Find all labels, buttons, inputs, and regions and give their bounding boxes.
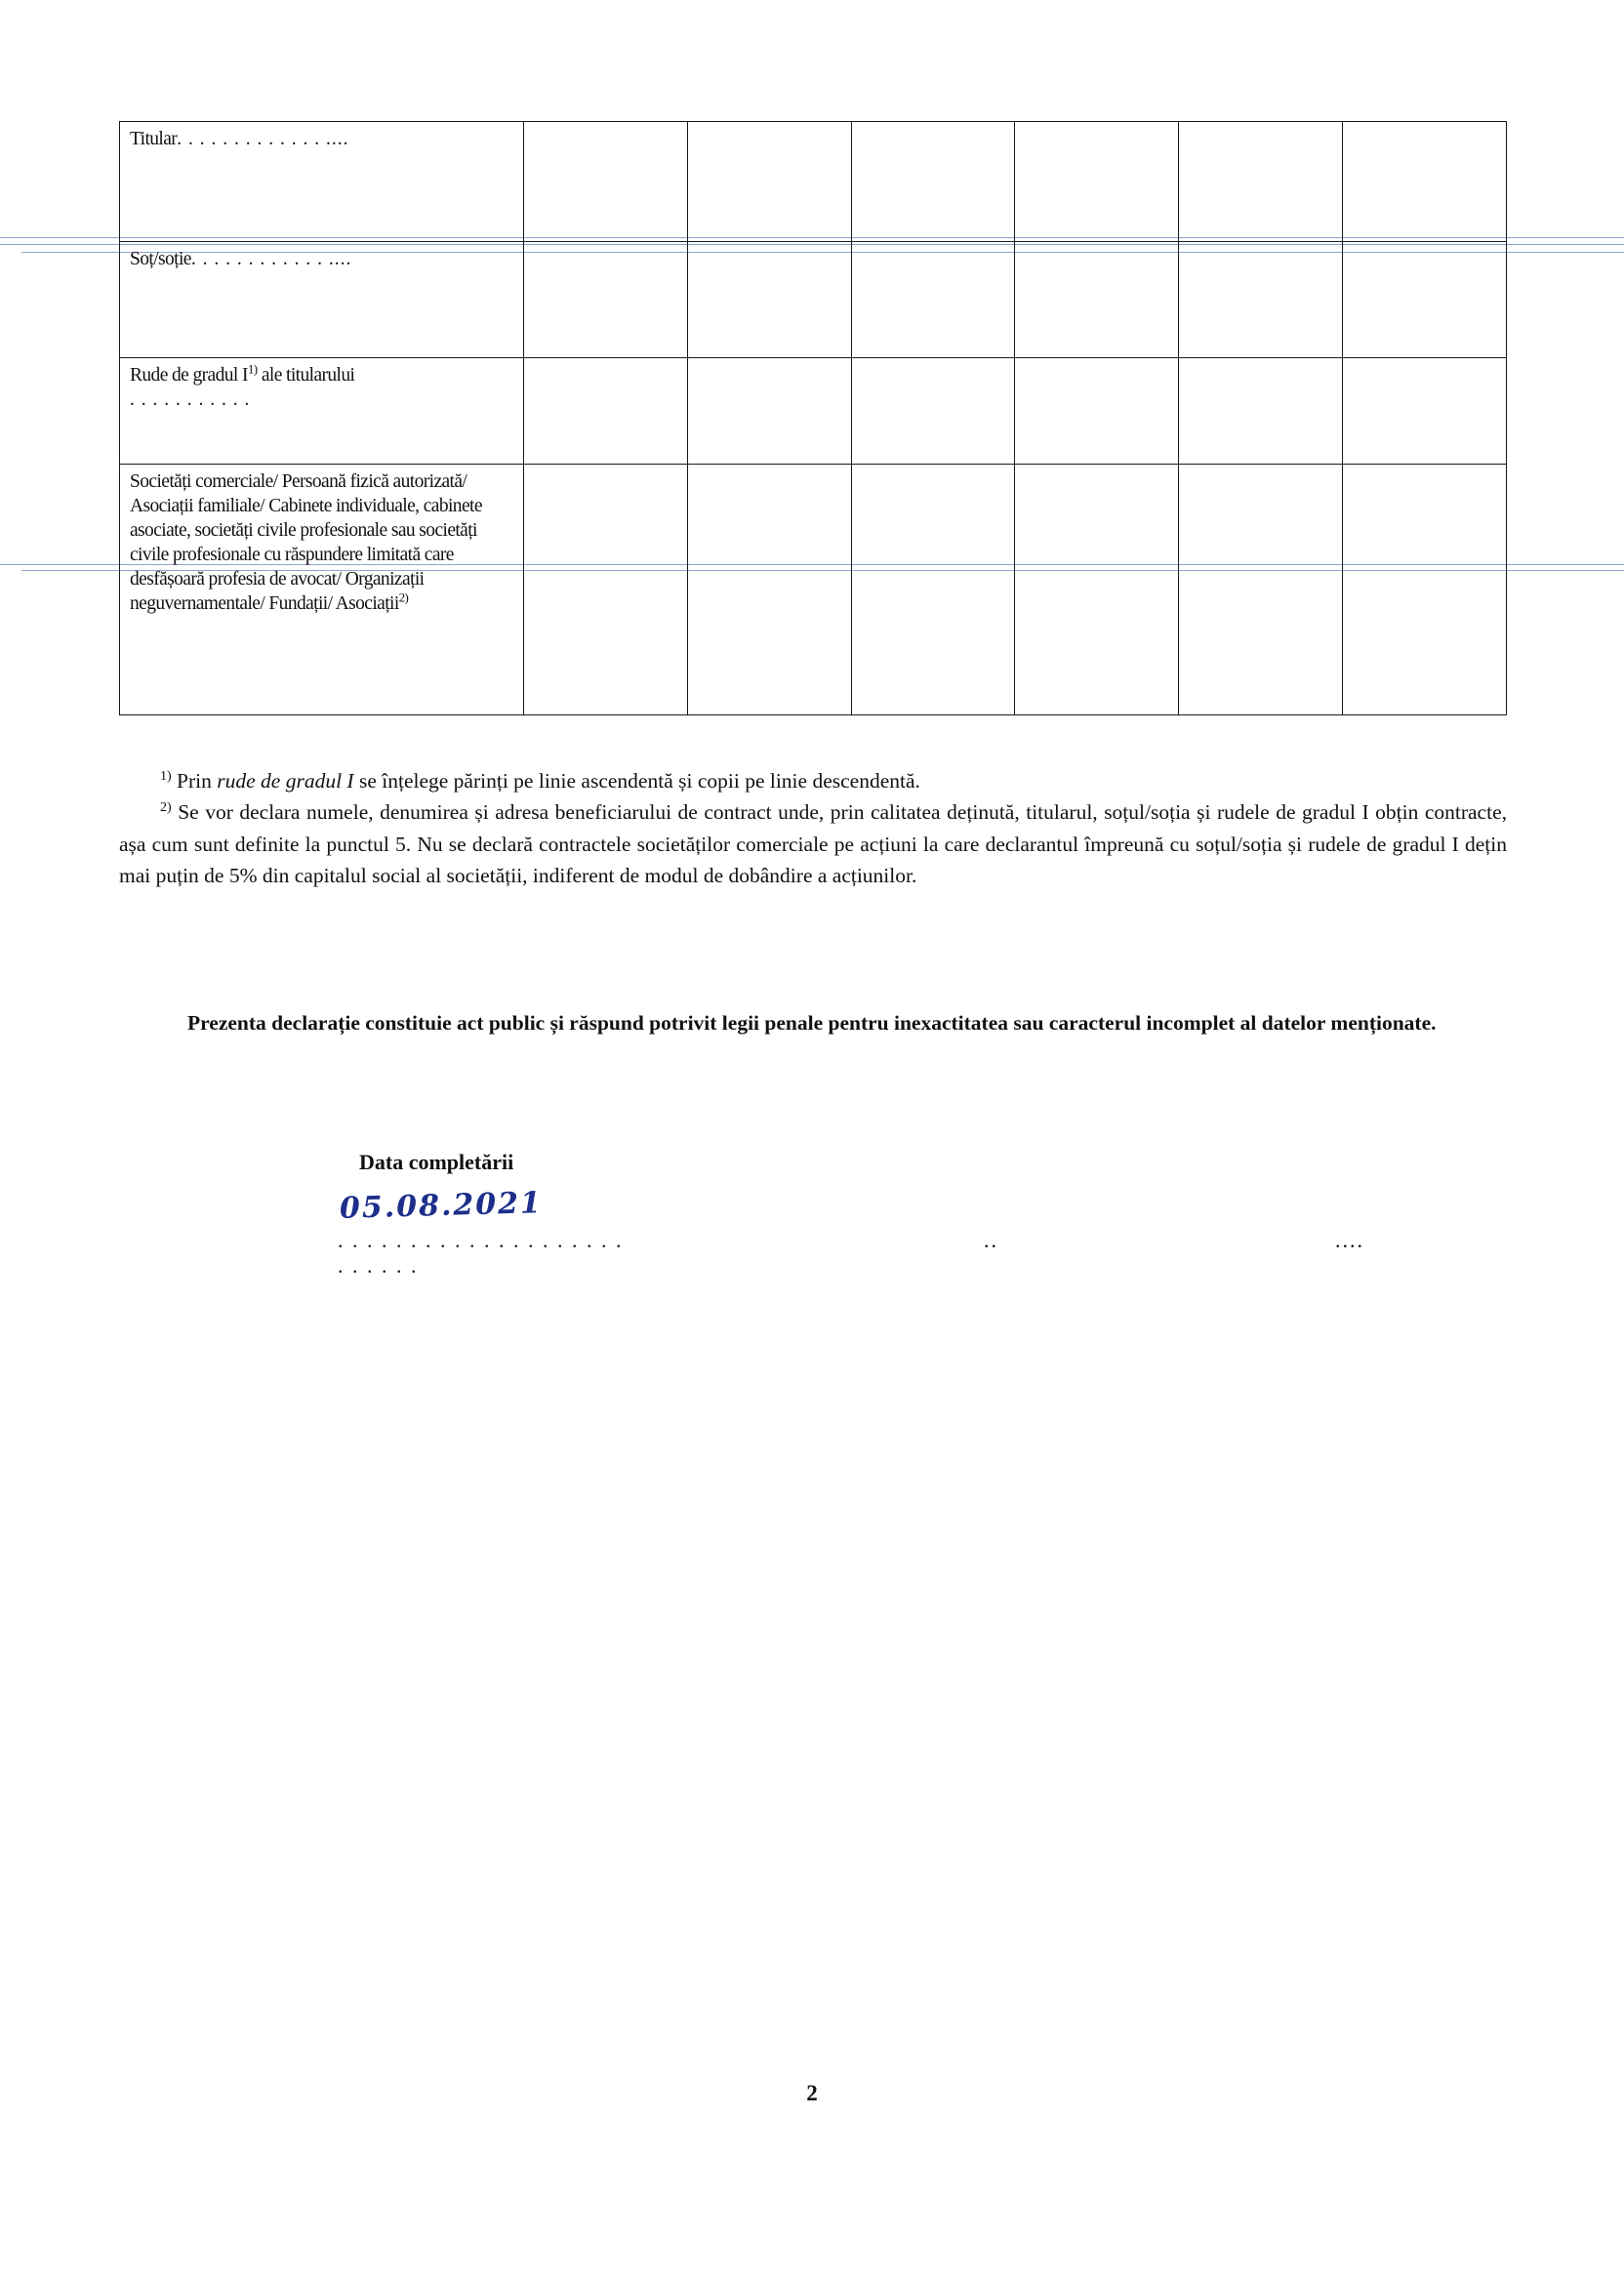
footnote-2-marker: 2) <box>160 800 172 816</box>
cell-text: Soț/soție. . . . . . . . . . . . .... <box>130 249 352 269</box>
table-cell-blank <box>524 465 688 715</box>
table-row <box>120 465 1507 715</box>
table-row <box>120 242 1507 358</box>
declaration-table <box>119 121 1507 715</box>
footnotes-block <box>119 765 1507 891</box>
table-cell-blank <box>1015 122 1179 242</box>
table-cell-blank <box>1179 122 1343 242</box>
cell-text: Societăți comerciale/ Persoană fizică autorizată/ Asociații familiale/ Cabinete individuale, cabinete asociate, societăți civile profesionale sau societăți civile profesionale cu răspundere limitată care desfășoară profesia de avocat/ Organizații neguvernamentale/ Fundații/ Asociații$^{2)}$ <box>130 471 482 614</box>
table-cell-blank <box>1343 122 1507 242</box>
signature-dots-right-text: .... <box>1335 1228 1364 1252</box>
statement-text: Prezenta declarație constituie act public și răspund potrivit legii penale pentru inexactitatea sau caracterul incomplet al datelor menționate. <box>187 1011 1437 1035</box>
table-cell-blank <box>1179 242 1343 358</box>
date-dots: . . . . . . . . . . . . . . . . . . . . . . . . . . <box>338 1228 624 1278</box>
cell-text: Titular. . . . . . . . . . . . . .... <box>130 129 349 149</box>
table-cell-blank <box>524 242 688 358</box>
table-cell-blank <box>851 465 1015 715</box>
footnote-2-text: Se vor declara numele, denumirea și adresa beneficiarului de contract unde, prin calitatea deținută, titularul, soțul/soția și rudele de gradul I obțin contracte, așa cum sunt definite la punctul 5. Nu se declară contractele societăților comerciale pe acțiuni la care declarantul împreună cu soțul/soția și rudele de gradul I dețin mai puțin de 5% din capitalul social al societății, indiferent de modul de dobândire a acțiunilor. <box>119 800 1507 887</box>
footnote-1-text-before: Prin <box>171 769 218 793</box>
table-cell-label-titular <box>120 122 524 242</box>
signature-dots-middle-text: .. <box>984 1228 998 1252</box>
handwritten-date-text: 05.08.2021 <box>339 1186 544 1226</box>
handwritten-date <box>340 1186 544 1226</box>
table-cell-blank <box>1015 465 1179 715</box>
footnote-1 <box>119 765 1507 796</box>
table-cell-blank <box>851 242 1015 358</box>
footnote-marker: 2) <box>398 590 409 605</box>
table-cell-blank <box>687 122 851 242</box>
declaration-table-wrapper <box>119 121 1507 715</box>
table-cell-label-rude-gradul-i <box>120 358 524 465</box>
table-cell-blank <box>687 465 851 715</box>
signature-dots-right <box>1335 1228 1364 1253</box>
table-row <box>120 358 1507 465</box>
table-cell-blank <box>1015 242 1179 358</box>
table-cell-blank <box>851 358 1015 465</box>
table-cell-blank <box>1015 358 1179 465</box>
table-cell-blank <box>851 122 1015 242</box>
cell-dots: . . . . . . . . . . . <box>130 388 251 410</box>
signature-dots-middle <box>984 1228 998 1253</box>
public-act-statement <box>119 1007 1507 1038</box>
footnote-1-italic: rude de gradul I <box>217 769 354 793</box>
table-cell-blank <box>524 358 688 465</box>
table-row <box>120 122 1507 242</box>
footnote-1-marker: 1) <box>160 768 172 784</box>
table-cell-label-sot-sotie <box>120 242 524 358</box>
footnote-2 <box>119 796 1507 891</box>
date-label <box>359 1150 513 1175</box>
table-cell-blank <box>1179 358 1343 465</box>
table-cell-blank <box>687 358 851 465</box>
page-number-text: 2 <box>806 2081 818 2105</box>
table-cell-label-societati-comerciale <box>120 465 524 715</box>
footnote-1-text-after: se înțelege părinți pe linie ascendentă și copii pe linie descendentă. <box>353 769 920 793</box>
table-cell-blank <box>1343 465 1507 715</box>
date-dotted-line <box>338 1228 630 1279</box>
table-cell-blank <box>1343 358 1507 465</box>
table-cell-blank <box>524 122 688 242</box>
footnote-marker: 1) <box>247 361 258 377</box>
page-number <box>0 2081 1624 2106</box>
table-cell-blank <box>687 242 851 358</box>
table-cell-blank <box>1343 242 1507 358</box>
table-cell-blank <box>1179 465 1343 715</box>
date-label-text: Data completării <box>359 1150 514 1174</box>
cell-text: Rude de gradul I$^{1)}$ ale titularului <box>130 361 355 386</box>
